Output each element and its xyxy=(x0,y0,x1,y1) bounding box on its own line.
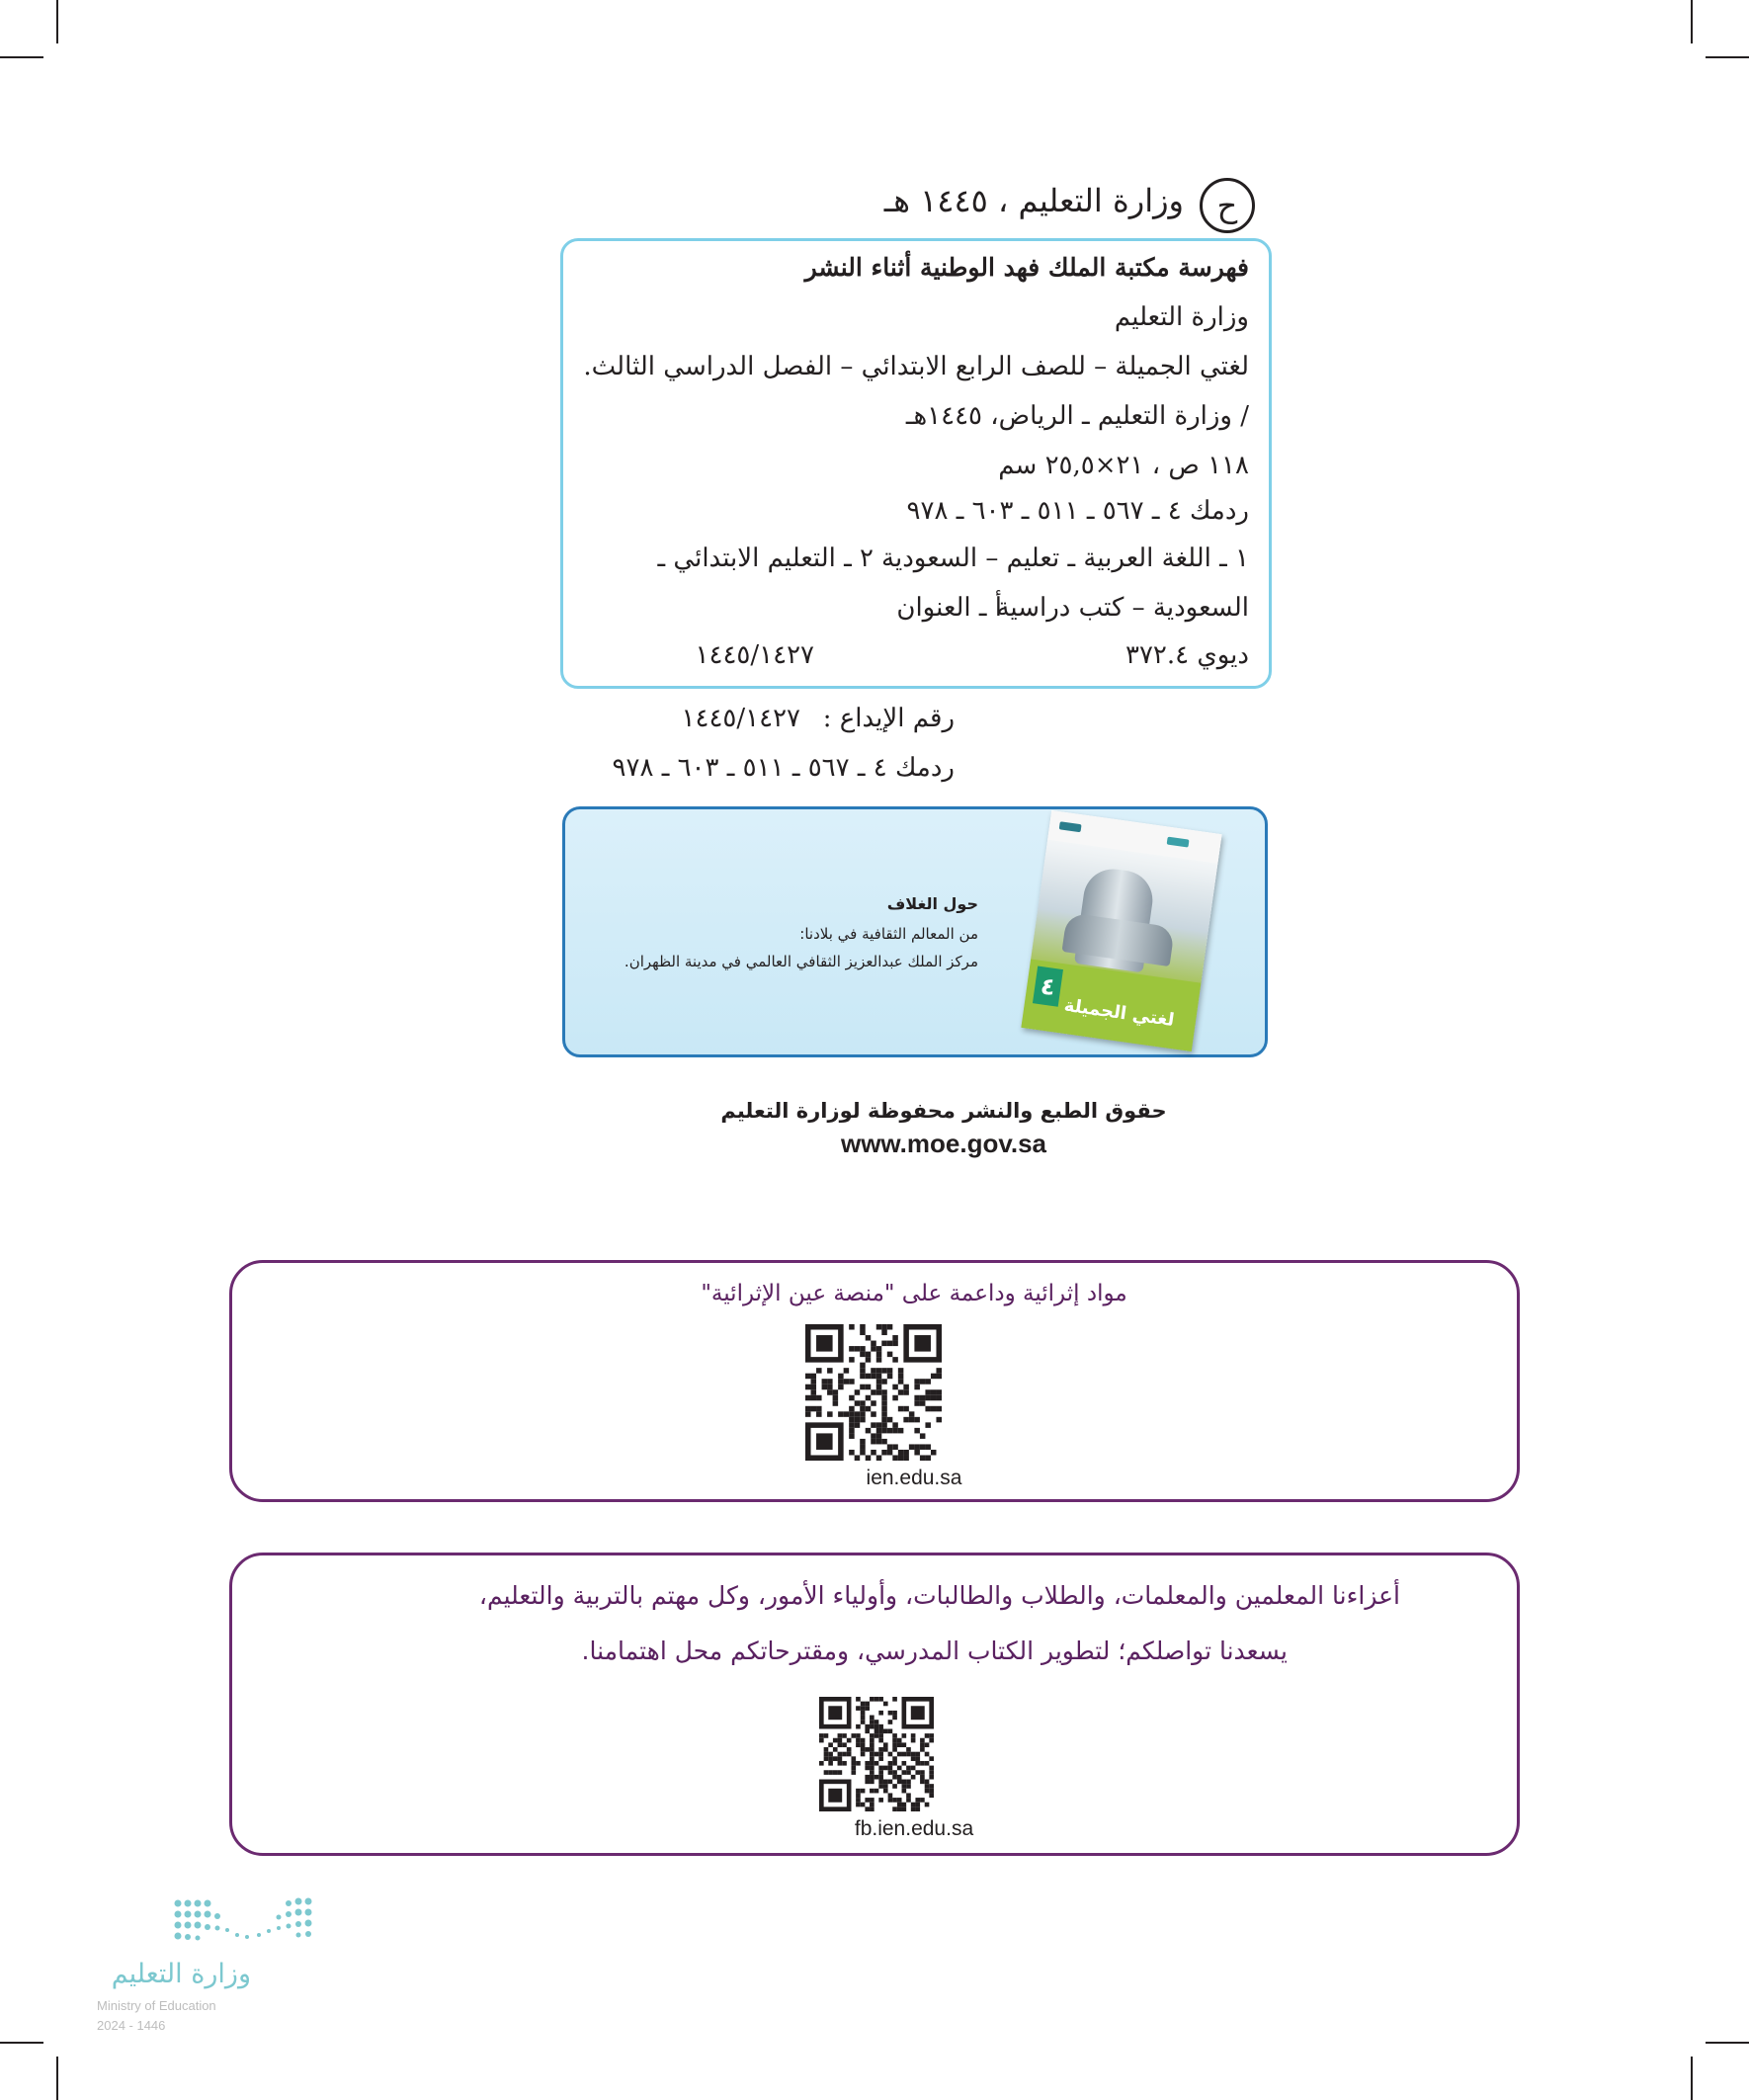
catalog-line: وزارة التعليم xyxy=(1114,302,1249,332)
book-header xyxy=(1047,810,1221,864)
feedback-line-2: يسعدنا تواصلكم؛ لتطوير الكتاب المدرسي، ومقترحاتكم محل اهتمامنا. xyxy=(581,1637,1288,1665)
feedback-box xyxy=(229,1553,1520,1856)
book-grade-badge: ٤ xyxy=(1033,966,1063,1007)
copyright-line xyxy=(662,178,1255,237)
book-cover-thumbnail xyxy=(1021,810,1221,1051)
catalog-subject-cont: السعودية – كتب دراسية xyxy=(996,593,1249,623)
feedback-line-1: أعزاءنا المعلمين والمعلمات، والطلاب والطالبات، وأولياء الأمور، وكل مهتم بالتربية والتعليم، xyxy=(478,1581,1400,1610)
crop-mark xyxy=(1691,2057,1693,2100)
book-title: لغتي الجميلة xyxy=(1062,994,1176,1032)
ien-qr-code[interactable] xyxy=(805,1324,942,1461)
catalog-box xyxy=(560,238,1272,689)
catalog-line: ١١٨ ص ، ٢١×٢٥,٥ سم xyxy=(998,451,1249,480)
copyright-text: وزارة التعليم ، ١٤٤٥ هـ xyxy=(883,182,1184,219)
ministry-years: 2024 - 1446 xyxy=(97,2018,166,2033)
feedback-url[interactable]: fb.ien.edu.sa xyxy=(854,1817,974,1840)
catalog-isbn: ردمك ٤ ـ ٥٦٧ ـ ٥١١ ـ ٦٠٣ ـ ٩٧٨ xyxy=(906,496,1249,526)
ien-text: مواد إثرائية وداعمة على "منصة عين الإثرائية" xyxy=(701,1281,1127,1306)
cover-note-line: من المعالم الثقافية في بلادنا: xyxy=(799,925,978,943)
ministry-name-ar: وزارة التعليم xyxy=(111,1959,251,1989)
catalog-line: لغتي الجميلة – للصف الرابع الابتدائي – الفصل الدراسي الثالث. xyxy=(583,352,1249,381)
cover-note-title: حول الغلاف xyxy=(886,894,978,913)
crop-mark xyxy=(1706,2042,1749,2044)
deposit-label: رقم الإيداع : xyxy=(822,704,955,733)
catalog-subject-1: ١ ـ اللغة العربية ـ تعليم – السعودية xyxy=(881,544,1249,573)
catalog-subject-2: ٢ ـ التعليم الابتدائي ـ xyxy=(657,544,874,573)
copyright-symbol: ح xyxy=(1200,178,1255,233)
catalog-line: / وزارة التعليم ـ الرياض، ١٤٤٥هـ xyxy=(905,401,1249,431)
crop-mark xyxy=(56,2057,58,2100)
ien-url[interactable]: ien.edu.sa xyxy=(866,1467,962,1489)
cover-note-line: مركز الملك عبدالعزيز الثقافي العالمي في مدينة الظهران. xyxy=(624,953,978,970)
crop-mark xyxy=(0,2042,43,2044)
crop-mark xyxy=(1691,0,1693,43)
catalog-dewey: ديوي ٣٧٢.٤ xyxy=(1125,640,1249,670)
ministry-logo xyxy=(97,1895,334,2044)
rights-block xyxy=(0,1099,1749,1159)
vision-dots-icon xyxy=(172,1895,320,1947)
deposit-number: ١٤٤٥/١٤٢٧ xyxy=(681,704,800,733)
website-link[interactable]: www.moe.gov.sa xyxy=(840,1129,1047,1158)
cover-note-box xyxy=(562,806,1268,1057)
cover-note-text xyxy=(563,894,978,980)
catalog-title-entry: أ ـ العنوان xyxy=(896,593,1002,623)
catalog-deposit-ref: ١٤٤٥/١٤٢٧ xyxy=(695,640,814,670)
ministry-name-en: Ministry of Education xyxy=(97,1998,216,2013)
crop-mark xyxy=(0,56,43,58)
catalog-heading: فهرسة مكتبة الملك فهد الوطنية أثناء النشر xyxy=(804,253,1249,282)
rights-text: حقوق الطبع والنشر محفوظة لوزارة التعليم xyxy=(720,1099,1167,1123)
crop-mark xyxy=(1706,56,1749,58)
deposit-isbn: ردمك ٤ ـ ٥٦٧ ـ ٥١١ ـ ٦٠٣ ـ ٩٧٨ xyxy=(612,753,955,783)
crop-mark xyxy=(56,0,58,43)
ien-platform-box xyxy=(229,1260,1520,1502)
feedback-qr-code[interactable] xyxy=(819,1697,934,1811)
